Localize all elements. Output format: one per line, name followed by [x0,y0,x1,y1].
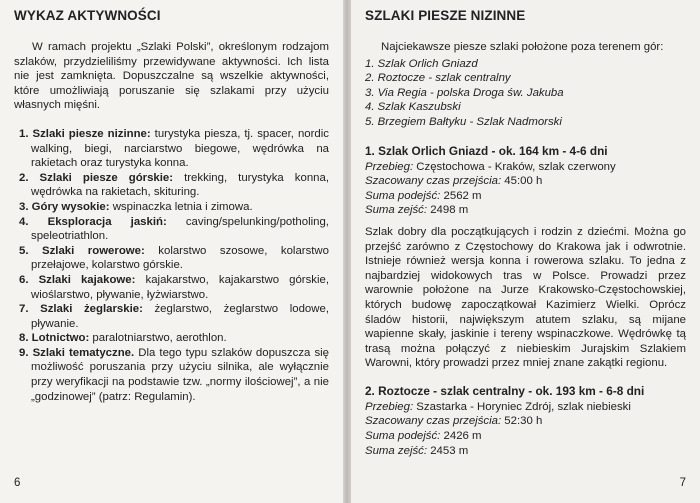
meta-label: Suma zejść: [365,204,428,217]
meta-value: 2562 m [440,189,482,202]
page-title: SZLAKI PIESZE NIZINNE [365,8,526,23]
item-heading: 9. Szlaki tematyczne. [19,346,135,359]
list-item: 3. Via Regia - polska Droga św. Jakuba [365,86,564,99]
meta-value: Częstochowa - Kraków, szlak czerwony [413,160,616,173]
left-page [0,0,343,503]
item-text: turystyka piesza, tj. spacer, nordic walking, biegi, narciarstwo biegowe, wędrówka na rakietach oraz turystyka konna. [31,127,329,170]
list-item [19,171,329,200]
right-page [351,0,700,503]
meta-label: Suma zejść: [365,444,428,457]
page-title: WYKAZ AKTYWNOŚCI [14,8,161,23]
list-item [19,302,329,331]
item-heading: 7. Szlaki żeglarskie: [19,303,143,316]
list-item: 5. Brzegiem Bałtyku - Szlak Nadmorski [365,115,562,128]
item-heading: 8. Lotnictwo: [19,332,90,345]
list-item [19,331,329,346]
item-heading: 1. Szlaki piesze nizinne: [19,127,151,140]
list-item: 4. Szlak Kaszubski [365,101,461,114]
activity-list [14,127,329,404]
meta-label: Przebieg: [365,400,414,413]
list-item [19,215,329,244]
book-gutter [343,0,351,503]
item-text: kajakarstwo, kajakarstwo górskie, wioślarstwo, pływanie, łyżwiarstwo. [31,273,330,301]
meta-value: 2498 m [427,204,469,217]
page-number: 6 [14,477,21,489]
list-item: 1. Szlak Orlich Gniazd [365,57,478,70]
list-item: 2. Roztocze - szlak centralny [365,72,511,85]
trail-list [365,57,686,130]
page-number: 7 [679,477,686,489]
list-item [19,273,329,302]
item-text: kolarstwo szosowe, kolarstwo przełajowe, kolarstwo górskie. [31,244,329,272]
meta-value: 45:00 h [501,175,543,188]
trail-meta [365,160,686,218]
meta-label: Przebieg: [365,160,414,173]
item-text: trekking, turystyka konna, wędrówka na rakietach, skituring. [31,171,329,199]
meta-label: Szacowany czas przejścia: [365,415,502,428]
meta-label: Suma podejść: [365,430,441,443]
intro-paragraph: W ramach projektu „Szlaki Polski”, określonym rodzajom szlaków, przydzieliliśmy przewidywane aktywności. Ich lista nie jest zamknięta. Dopuszczalne są wszelkie aktywności, które umożliwiają poruszanie się szlakami przy użyciu własnych mięśni. [14,41,329,112]
trail-meta [365,400,686,458]
item-heading: 5. Szlaki rowerowe: [19,244,145,257]
item-text: paralotniarstwo, aerothlon. [89,332,227,345]
item-text: caving/spelunking/potholing, speleotriathlon. [31,215,329,243]
list-item [19,346,329,404]
item-heading: 2. Szlaki piesze górskie: [19,171,174,184]
item-heading: 4. Eksploracja jaskiń: [19,215,167,228]
list-item [19,200,329,215]
item-text: żeglarstwo, żeglarstwo lodowe, pływanie. [31,303,329,330]
item-text: wspinaczka letnia i zimowa. [109,200,253,213]
lead-paragraph: Najciekawsze piesze szlaki położone poza terenem gór: [381,41,664,53]
trail-heading: 1. Szlak Orlich Gniazd - ok. 164 km - 4-6 dni [365,143,608,158]
meta-label: Szacowany czas przejścia: [365,175,502,188]
list-item [19,244,329,273]
item-heading: 3. Góry wysokie: [19,200,110,213]
meta-value: Szastarka - Horyniec Zdrój, szlak niebieski [413,400,631,413]
meta-value: 52:30 h [501,415,543,428]
meta-label: Suma podejść: [365,189,441,202]
trail-description: Szlak dobry dla początkujących i rodzin z dziećmi. Można go przejść zarówno z Częstochowy do Krakowa jak i odwrotnie. Istnieje również wersja konna i rowerowa szlaku. To jedna z najbardziej widokowych tras w Polsce. Prowadzi przez warownie położone na Jurze Krakowsko-Częstochowskiej, których budowę zapoczątkował Kazimierz Wielki. Oprócz śladów historii, największym atutem szlaku, są mijane wapienne skały, jaskinie i tereny wspinaczkowe. Wędrówkę tą trasą można połączyć z niebieskim Jurajskim Szlakiem Warowni, który prowadzi przez mniej znane zakątki regionu. [365,225,686,370]
item-heading: 6. Szlaki kajakowe: [19,273,136,286]
item-text: Dla tego typu szlaków dopuszcza się możliwość poruszania przy użyciu silnika, ale wyłącznie przy weryfikacji na podstawie tzw. „normy ilościowej”, a nie „godzinowej” (patrz: Regulamin). [31,346,329,403]
meta-value: 2426 m [440,430,482,443]
trail-heading: 2. Roztocze - szlak centralny - ok. 193 km - 6-8 dni [365,383,645,398]
meta-value: 2453 m [427,444,469,457]
list-item [19,127,329,171]
